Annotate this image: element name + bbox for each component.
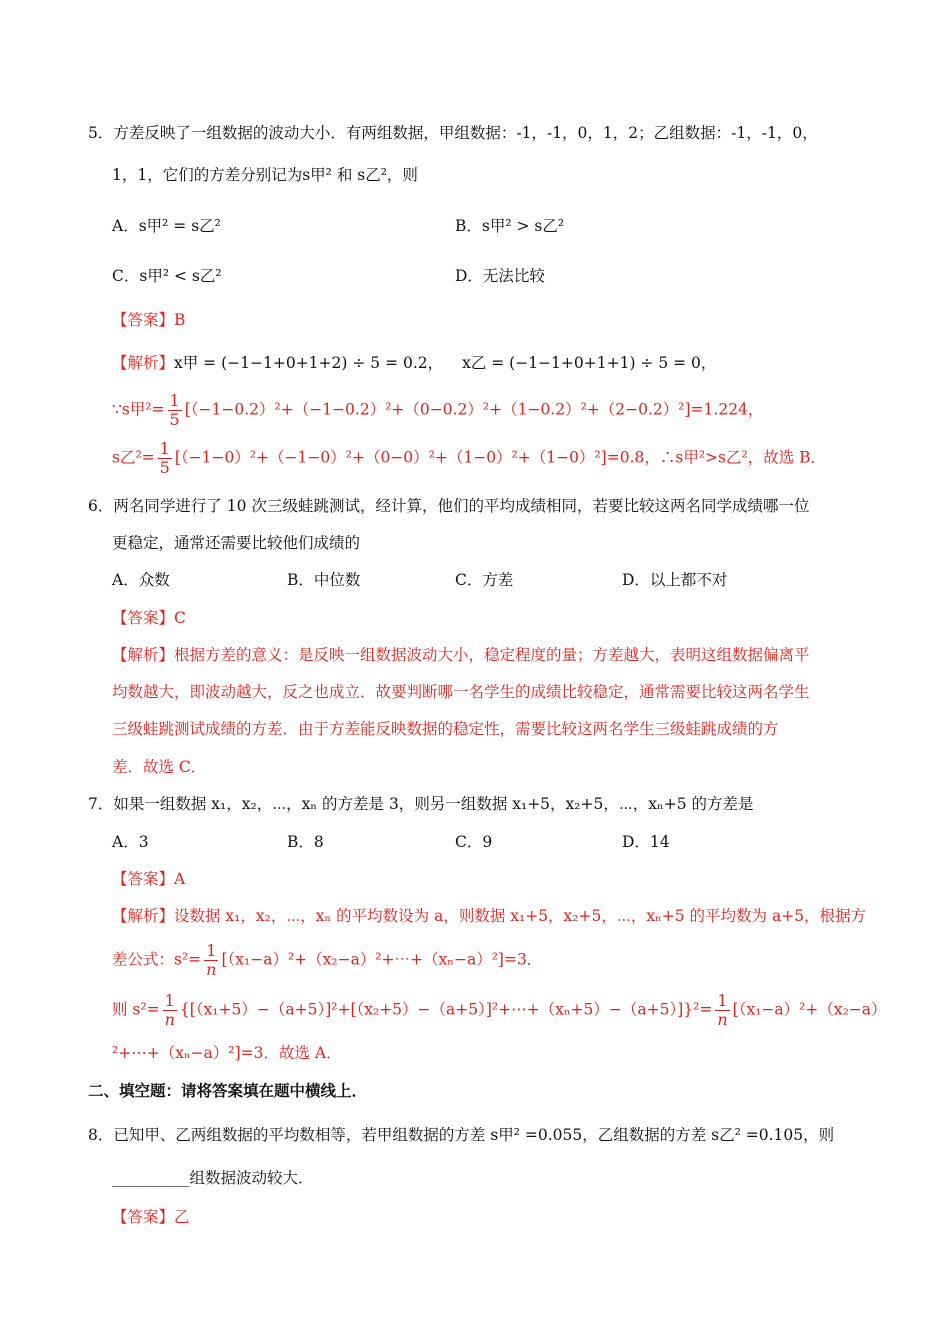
frac-den: n (206, 960, 217, 979)
q6-explanation-line2: 均数越大，即波动越大，反之也成立．故要判断哪一名学生的成绩比较稳定，通常需要比较这两名学生 (112, 683, 810, 701)
frac-den: 5 (169, 410, 180, 429)
q7-option-b: B．8 (287, 833, 324, 851)
q7-exp3-mid: {[（x₁+5）−（a+5）]²+[（x₂+5）−（a+5）]²+⋯+（xₙ+5）−（a+5）]}²= (179, 1000, 713, 1019)
q7-explanation-line2 (112, 942, 542, 979)
q8-stem-line1: 8．已知甲、乙两组数据的平均数相等，若甲组数据的方差 s甲² =0.055，乙组数据的方差 s乙² =0.105，则 (88, 1126, 835, 1144)
q5-exp3-post: [（−1−0）²+（−1−0）²+（0−0）²+（1−0）²+（1−0）²]=0.8，∴s甲²>s乙²，故选 B． (174, 448, 827, 467)
frac-num: 1 (159, 439, 170, 458)
q5-option-b: B．s甲² > s乙² (455, 217, 565, 235)
fraction-1-n (715, 992, 729, 1029)
q5-mean-b: x乙 = (−1−1+0+1+1) ÷ 5 = 0， (462, 354, 717, 372)
section-heading: 二、填空题：请将答案填在题中横线上． (88, 1081, 368, 1100)
q7-exp2-pre: 差公式：s²= (112, 950, 202, 969)
fraction-1-n (204, 942, 218, 979)
q6-option-d: D．以上都不对 (622, 571, 728, 589)
frac-den: 5 (159, 458, 170, 477)
q7-explanation-line1: 【解析】设数据 x₁，x₂，⋯，xₙ 的平均数设为 a，则数据 x₁+5，x₂+5，⋯，xₙ+5 的平均数为 a+5，根据方 (112, 907, 867, 925)
q6-option-b: B．中位数 (287, 571, 361, 589)
q7-option-d: D．14 (622, 833, 670, 851)
q5-explanation-line3 (112, 440, 826, 477)
q5-explanation-line1 (112, 352, 716, 374)
q6-option-a: A．众数 (112, 571, 170, 589)
frac-den: n (164, 1010, 175, 1029)
q6-answer: 【答案】C (112, 609, 186, 627)
fraction-1-n (163, 992, 177, 1029)
q7-option-c: C．9 (455, 833, 493, 851)
frac-num: 1 (163, 992, 177, 1011)
q5-exp3-pre: s乙²= (112, 448, 155, 467)
q5-explanation-line2 (112, 392, 763, 429)
q7-answer: 【答案】A (112, 870, 186, 888)
q5-option-a: A．s甲² = s乙² (112, 217, 221, 235)
q8-answer: 【答案】乙 (112, 1208, 190, 1226)
fraction-1-5 (158, 440, 172, 477)
q5-exp2-post: [（−1−0.2）²+（−1−0.2）²+（0−0.2）²+（1−0.2）²+（2−0.2）²]=1.224， (184, 400, 764, 419)
frac-den: n (717, 1010, 728, 1029)
q7-exp3-pre: 则 s²= (112, 1000, 160, 1019)
fraction-1-5 (168, 392, 182, 429)
q5-exp2-pre: ∵s甲²= (112, 400, 165, 419)
q6-stem-line1: 6．两名同学进行了 10 次三级蛙跳测试，经计算，他们的平均成绩相同，若要比较这两名同学成绩哪一位 (88, 497, 810, 515)
q7-explanation-line4: ²+⋯+（xₙ−a）²]=3．故选 A． (112, 1044, 342, 1062)
q7-stem: 7．如果一组数据 x₁，x₂，⋯，xₙ 的方差是 3，则另一组数据 x₁+5，x₂+5，⋯，xₙ+5 的方差是 (88, 795, 754, 813)
frac-num: 1 (715, 992, 729, 1011)
q6-explanation-line3: 三级蛙跳测试成绩的方差．由于方差能反映数据的稳定性，需要比较这两名学生三级蛙跳成绩的方 (112, 720, 779, 738)
q5-answer: 【答案】B (112, 311, 186, 329)
q5-stem-line2: 1，1，它们的方差分别记为s甲² 和 s乙²，则 (112, 166, 418, 184)
q5-option-c: C．s甲² < s乙² (112, 267, 222, 285)
frac-num: 1 (169, 391, 180, 410)
q7-exp3-post: [（x₁−a）²+（x₂−a） (732, 1000, 887, 1019)
q6-explanation-line1: 【解析】根据方差的意义：是反映一组数据波动大小，稳定程度的量；方差越大，表明这组数据偏离平 (112, 646, 810, 664)
q5-option-d: D．无法比较 (455, 267, 545, 285)
q5-mean-a: x甲 = (−1−1+0+1+2) ÷ 5 = 0.2， (174, 354, 444, 372)
q6-stem-line2: 更稳定，通常还需要比较他们成绩的 (112, 534, 361, 552)
q6-option-c: C．方差 (455, 571, 514, 589)
q7-explanation-line3 (112, 992, 887, 1029)
q5-exp-label: 【解析】 (112, 354, 175, 372)
q7-option-a: A．3 (112, 833, 149, 851)
q7-exp2-post: [（x₁−a）²+（x₂−a）²+⋯+（xₙ−a）²]=3． (221, 950, 543, 969)
q5-stem-line1: 5．方差反映了一组数据的波动大小．有两组数据，甲组数据：-1，-1，0，1，2；乙组数据：-1，-1，0， (88, 124, 818, 142)
q6-explanation-line4: 差．故选 C． (112, 758, 207, 776)
frac-num: 1 (204, 942, 218, 961)
q8-stem-line2: __________组数据波动较大． (112, 1169, 314, 1187)
